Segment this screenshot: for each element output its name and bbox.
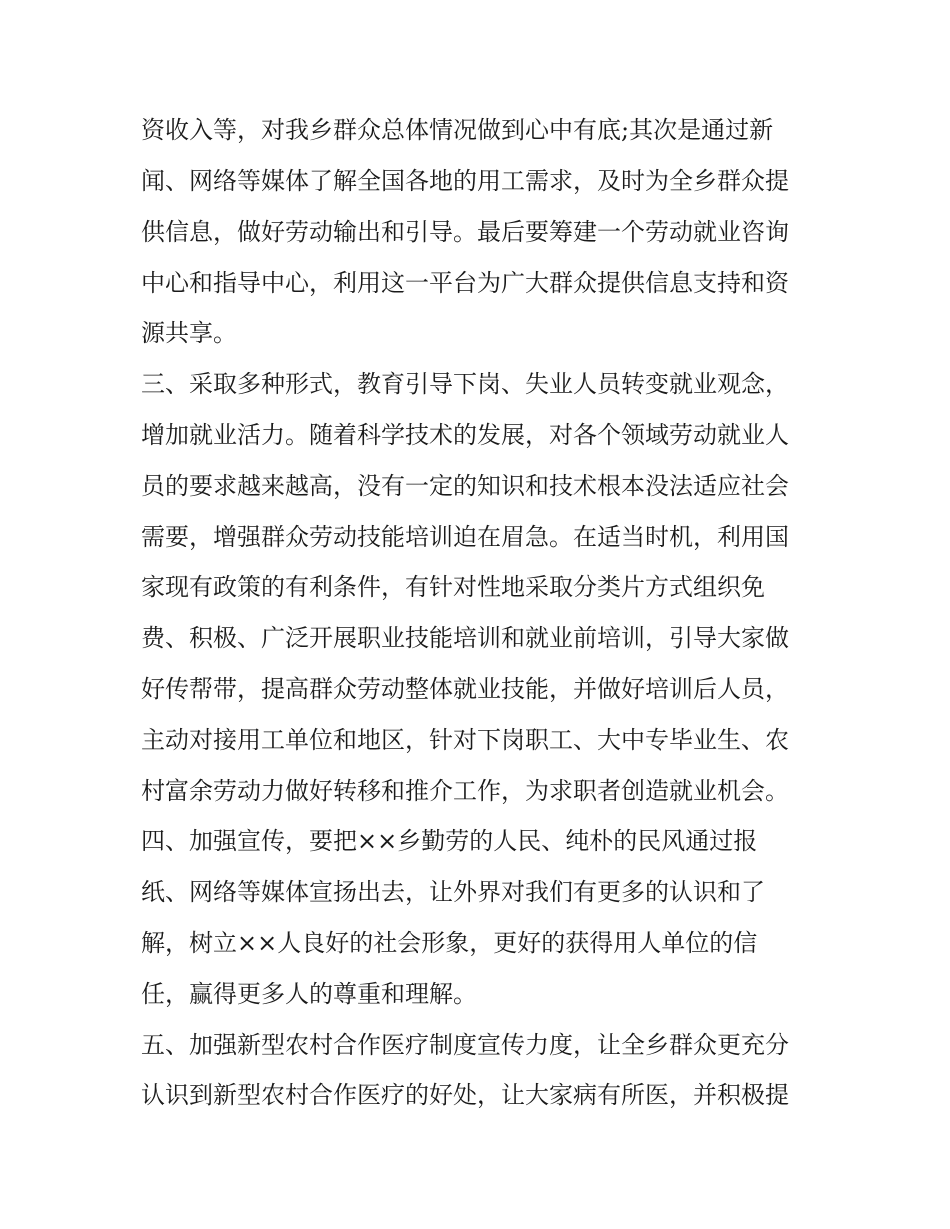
text-line: 家现有政策的有利条件，有针对性地采取分类片方式组织免 (141, 573, 765, 601)
text-line: 源共享。 (141, 319, 237, 347)
text-line: 中心和指导中心，利用这一平台为广大群众提供信息支持和资 (141, 269, 789, 297)
text-line: 资收入等，对我乡群众总体情况做到心中有底;其次是通过新 (141, 116, 774, 144)
text-line: 村富余劳动力做好转移和推介工作，为求职者创造就业机会。 (141, 777, 789, 805)
text-line: 需要，增强群众劳动技能培训迫在眉急。在适当时机，利用国 (141, 523, 789, 551)
text-line: 供信息，做好劳动输出和引导。最后要筹建一个劳动就业咨询 (141, 218, 789, 246)
text-line: 三、采取多种形式，教育引导下岗、失业人员转变就业观念， (141, 370, 789, 398)
text-line: 员的要求越来越高，没有一定的知识和技术根本没法适应社会 (141, 472, 789, 500)
text-line: 解，树立××人良好的社会形象，更好的获得用人单位的信 (141, 929, 758, 957)
text-line: 费、积极、广泛开展职业技能培训和就业前培训，引导大家做 (141, 624, 789, 652)
text-line: 增加就业活力。随着科学技术的发展，对各个领域劳动就业人 (141, 421, 789, 449)
text-line: 好传帮带，提高群众劳动整体就业技能，并做好培训后人员， (141, 675, 789, 703)
text-line: 任，赢得更多人的尊重和理解。 (141, 980, 477, 1008)
text-line: 闻、网络等媒体了解全国各地的用工需求，及时为全乡群众提 (141, 167, 789, 195)
text-line: 认识到新型农村合作医疗的好处，让大家病有所医，并积极提 (141, 1081, 789, 1109)
text-line: 四、加强宣传，要把××乡勤劳的人民、纯朴的民风通过报 (141, 827, 758, 855)
text-line: 五、加强新型农村合作医疗制度宣传力度，让全乡群众更充分 (141, 1031, 789, 1059)
text-line: 主动对接用工单位和地区，针对下岗职工、大中专毕业生、农 (141, 726, 789, 754)
text-line: 纸、网络等媒体宣扬出去，让外界对我们有更多的认识和了 (141, 878, 765, 906)
